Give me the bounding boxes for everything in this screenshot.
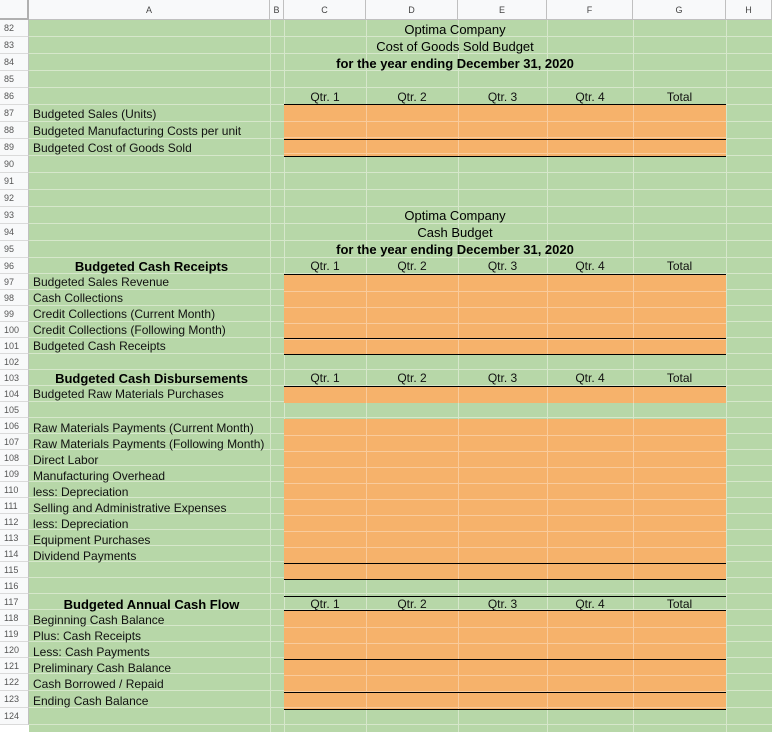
orange-cell-divider (633, 611, 634, 710)
label-manufacturing-costs-per-unit: Budgeted Manufacturing Costs per unit (33, 124, 242, 138)
orange-row-divider (284, 643, 726, 644)
gridline-column (726, 20, 727, 732)
row-header-90[interactable]: 90 (0, 156, 29, 173)
orange-row-divider (284, 547, 726, 548)
flow-qtr3-header: Qtr. 3 (487, 597, 518, 611)
row-header-101[interactable]: 101 (0, 338, 29, 354)
flow-ending-border-top (284, 692, 726, 693)
cogs-company-title: Optima Company (404, 22, 506, 37)
row-header-103[interactable]: 103 (0, 370, 29, 386)
orange-row-divider (284, 451, 726, 452)
row-header-89[interactable]: 89 (0, 139, 29, 156)
orange-row-divider (284, 467, 726, 468)
receipts-header-border (284, 274, 726, 275)
orange-row-divider (284, 675, 726, 676)
cogs-period-title: for the year ending December 31, 2020 (336, 56, 574, 71)
receipts-total-border-bottom (284, 354, 726, 355)
row-header-88[interactable]: 88 (0, 122, 29, 139)
gridline-column (270, 20, 271, 732)
row-header-115[interactable]: 115 (0, 562, 29, 578)
row-header-91[interactable]: 91 (0, 173, 29, 190)
cogs-input-range[interactable] (284, 105, 726, 157)
orange-row-divider (284, 435, 726, 436)
row-header-119[interactable]: 119 (0, 626, 29, 642)
flow-qtr1-header: Qtr. 1 (310, 597, 340, 611)
label-dividend-payments: Dividend Payments (33, 549, 137, 563)
orange-cell-divider (547, 611, 548, 710)
orange-cell-divider (547, 387, 548, 403)
disb-qtr3-header: Qtr. 3 (487, 371, 518, 385)
orange-cell-divider (366, 105, 367, 157)
gridline-row (29, 172, 772, 173)
orange-row-divider (284, 515, 726, 516)
orange-row-divider (284, 339, 726, 340)
orange-cell-divider (633, 105, 634, 157)
label-credit-collections-current: Credit Collections (Current Month) (33, 307, 216, 321)
row-header-94[interactable]: 94 (0, 224, 29, 241)
row-header-86[interactable]: 86 (0, 88, 29, 105)
orange-cell-divider (458, 611, 459, 710)
orange-row-divider (284, 483, 726, 484)
label-less-depreciation-overhead: less: Depreciation (33, 485, 129, 499)
label-budgeted-cash-receipts: Budgeted Cash Receipts (33, 339, 166, 353)
row-header-82[interactable]: 82 (0, 20, 29, 37)
label-budgeted-sales-units: Budgeted Sales (Units) (33, 107, 157, 121)
cash-budget-title: Cash Budget (417, 225, 493, 240)
disbursements-header: Budgeted Cash Disbursements (55, 371, 248, 386)
gridline-row (29, 593, 772, 594)
row-header-102[interactable]: 102 (0, 354, 29, 370)
orange-row-divider (284, 307, 726, 308)
cogs-total-border-top (284, 139, 726, 140)
label-selling-admin-expenses: Selling and Administrative Expenses (33, 501, 227, 515)
row-header-121[interactable]: 121 (0, 658, 29, 674)
row-header-123[interactable]: 123 (0, 691, 29, 708)
row-header-87[interactable]: 87 (0, 105, 29, 122)
column-header-d[interactable]: D (366, 0, 458, 20)
orange-cell-divider (547, 105, 548, 157)
orange-row-divider (284, 153, 726, 154)
row-header-104[interactable]: 104 (0, 386, 29, 402)
receipts-input-range[interactable] (284, 275, 726, 355)
orange-row-divider (284, 323, 726, 324)
cogs-qtr4-header: Qtr. 4 (575, 90, 605, 104)
cogs-qtr2-header: Qtr. 2 (397, 90, 427, 104)
row-header-100[interactable]: 100 (0, 322, 29, 338)
label-raw-materials-payments-current: Raw Materials Payments (Current Month) (33, 421, 254, 435)
orange-row-divider (284, 627, 726, 628)
orange-cell-divider (458, 387, 459, 403)
row-header-110[interactable]: 110 (0, 482, 29, 498)
disb-qtr2-header: Qtr. 2 (397, 371, 427, 385)
row-header-105[interactable]: 105 (0, 402, 29, 418)
label-cash-collections: Cash Collections (33, 291, 124, 305)
cogs-qtr1-header: Qtr. 1 (310, 90, 340, 104)
orange-cell-divider (458, 105, 459, 157)
orange-row-divider (284, 707, 726, 708)
flow-prelim-border (284, 659, 726, 660)
row-header-114[interactable]: 114 (0, 546, 29, 562)
orange-row-divider (284, 291, 726, 292)
disb-total-header: Total (666, 371, 693, 385)
label-less-depreciation-sga: less: Depreciation (33, 517, 129, 531)
row-header-116[interactable]: 116 (0, 578, 29, 594)
gridline-row (29, 189, 772, 190)
label-credit-collections-following: Credit Collections (Following Month) (33, 323, 226, 337)
orange-cell-divider (633, 387, 634, 403)
orange-row-divider (284, 531, 726, 532)
row-header-118[interactable]: 118 (0, 610, 29, 626)
cash-flow-header: Budgeted Annual Cash Flow (63, 597, 240, 612)
row-header-98[interactable]: 98 (0, 290, 29, 306)
column-header-b[interactable]: B (270, 0, 284, 20)
receipts-total-header: Total (666, 259, 693, 273)
gridline-row (29, 724, 772, 725)
row-header-83[interactable]: 83 (0, 37, 29, 54)
row-header-84[interactable]: 84 (0, 54, 29, 71)
column-header-g[interactable]: G (633, 0, 726, 20)
disb-total-border-bottom (284, 579, 726, 580)
row-header-93[interactable]: 93 (0, 207, 29, 224)
gridline-row (29, 417, 772, 418)
receipts-qtr4-header: Qtr. 4 (575, 259, 605, 273)
select-all-corner[interactable] (0, 0, 29, 20)
row-header-112[interactable]: 112 (0, 514, 29, 530)
row-header-92[interactable]: 92 (0, 190, 29, 207)
orange-cell-divider (366, 387, 367, 403)
row-header-108[interactable]: 108 (0, 450, 29, 466)
flow-total-header: Total (666, 597, 693, 611)
receipts-total-border-top (284, 338, 726, 339)
row-header-124[interactable]: 124 (0, 708, 29, 725)
row-header-117[interactable]: 117 (0, 594, 29, 610)
column-header-c[interactable]: C (284, 0, 366, 20)
cogs-total-border-bottom (284, 156, 726, 157)
column-header-e[interactable]: E (458, 0, 547, 20)
row-header-95[interactable]: 95 (0, 241, 29, 258)
label-manufacturing-overhead: Manufacturing Overhead (33, 469, 166, 483)
label-equipment-purchases: Equipment Purchases (33, 533, 151, 547)
row-header-109[interactable]: 109 (0, 466, 29, 482)
cash-flow-input-range[interactable] (284, 611, 726, 710)
column-header-a[interactable]: A (29, 0, 270, 20)
row-header-96[interactable]: 96 (0, 258, 29, 274)
receipts-qtr1-header: Qtr. 1 (310, 259, 340, 273)
label-direct-labor: Direct Labor (33, 453, 99, 467)
receipts-qtr2-header: Qtr. 2 (397, 259, 427, 273)
flow-qtr4-header: Qtr. 4 (575, 597, 605, 611)
row-header-106[interactable]: 106 (0, 418, 29, 434)
cogs-total-header: Total (666, 90, 693, 104)
row-header-111[interactable]: 111 (0, 498, 29, 514)
label-cash-borrowed-repaid: Cash Borrowed / Repaid (33, 677, 164, 691)
orange-cell-divider (366, 611, 367, 710)
row-header-107[interactable]: 107 (0, 434, 29, 450)
label-less-cash-payments: Less: Cash Payments (33, 645, 150, 659)
label-budgeted-cogs: Budgeted Cost of Goods Sold (33, 141, 192, 155)
orange-cell-divider (633, 275, 634, 355)
column-header-h[interactable]: H (726, 0, 772, 20)
label-budgeted-sales-revenue: Budgeted Sales Revenue (33, 275, 170, 289)
row-header-97[interactable]: 97 (0, 274, 29, 290)
row-header-113[interactable]: 113 (0, 530, 29, 546)
cash-period-title: for the year ending December 31, 2020 (336, 242, 574, 257)
orange-cell-divider (366, 275, 367, 355)
orange-row-divider (284, 121, 726, 122)
label-beginning-cash-balance: Beginning Cash Balance (33, 613, 165, 627)
label-preliminary-cash-balance: Preliminary Cash Balance (33, 661, 172, 675)
label-plus-cash-receipts: Plus: Cash Receipts (33, 629, 142, 643)
orange-cell-divider (547, 275, 548, 355)
row-header-120[interactable]: 120 (0, 642, 29, 658)
cash-company-title: Optima Company (404, 208, 506, 223)
orange-cell-divider (458, 275, 459, 355)
column-header-f[interactable]: F (547, 0, 633, 20)
orange-row-divider (284, 137, 726, 138)
raw-materials-input-range[interactable] (284, 387, 726, 403)
flow-ending-border-bottom (284, 709, 726, 710)
cogs-budget-title: Cost of Goods Sold Budget (376, 39, 534, 54)
cogs-qtr3-header: Qtr. 3 (487, 90, 518, 104)
orange-row-divider (284, 499, 726, 500)
disb-header-border (284, 386, 726, 387)
receipts-qtr3-header: Qtr. 3 (487, 259, 518, 273)
disb-qtr1-header: Qtr. 1 (310, 371, 340, 385)
disb-qtr4-header: Qtr. 4 (575, 371, 605, 385)
disb-total-border-top (284, 563, 726, 564)
label-raw-materials-payments-following: Raw Materials Payments (Following Month) (33, 437, 265, 451)
label-raw-materials-purchases: Budgeted Raw Materials Purchases (33, 387, 224, 401)
row-header-122[interactable]: 122 (0, 674, 29, 691)
row-header-99[interactable]: 99 (0, 306, 29, 322)
flow-qtr2-header: Qtr. 2 (397, 597, 427, 611)
gridline-row (29, 87, 772, 88)
label-ending-cash-balance: Ending Cash Balance (33, 694, 149, 708)
row-header-85[interactable]: 85 (0, 71, 29, 88)
receipts-header: Budgeted Cash Receipts (74, 259, 229, 274)
